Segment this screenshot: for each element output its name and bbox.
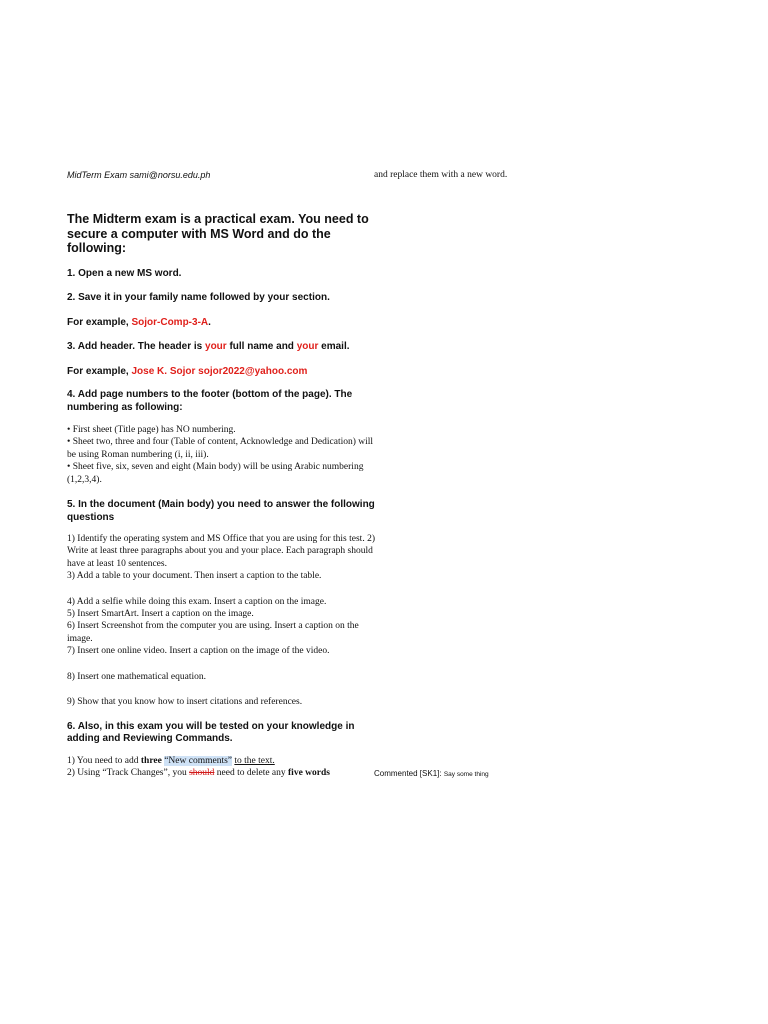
commented-text[interactable]: “New comments” [164, 755, 232, 766]
question-6: 6) Insert Screenshot from the computer you are using. Insert a caption on the image. [67, 621, 359, 644]
step-2-example: For example, Sojor-Comp-3-A. [67, 316, 211, 328]
step-4-bullet-2: • Sheet two, three and four (Table of content, Acknowledge and Dedication) will be using Roman numbering (i, ii, iii). [67, 437, 374, 460]
question-3: 3) Add a table to your document. Then insert a caption to the table. [67, 571, 322, 582]
document-body [67, 212, 379, 779]
document-title: The Midterm exam is a practical exam. You need to secure a computer with MS Word and do the following: [67, 212, 369, 255]
step-6-item-2: 2) Using “Track Changes”, you should need to delete any five words [67, 767, 330, 778]
step-2: 2. Save it in your family name followed by your section. [67, 292, 330, 303]
step-4-bullet-3: • Sheet five, six, seven and eight (Main body) will be using Arabic numbering (1,2,3,4). [67, 462, 364, 485]
comment-label: Commented [SK1]: [374, 769, 444, 778]
step-6: 6. Also, in this exam you will be tested on your knowledge in adding and Reviewing Commands. [67, 720, 355, 744]
continued-text: and replace them with a new word. [374, 170, 508, 180]
step-1: 1. Open a new MS word. [67, 267, 182, 279]
step-4-bullet-1: • First sheet (Title page) has NO numbering. [67, 425, 236, 435]
step-3-example: For example, Jose K. Sojor sojor2022@yahoo.com [67, 365, 308, 377]
step-4: 4. Add page numbers to the footer (bottom of the page). The numbering as following: [67, 389, 353, 413]
question-7: 7) Insert one online video. Insert a caption on the image of the video. [67, 646, 330, 657]
step-5: 5. In the document (Main body) you need to answer the following questions [67, 499, 375, 523]
question-5: 5) Insert SmartArt. Insert a caption on the image. [67, 609, 254, 620]
question-1-2: 1) Identify the operating system and MS Office that you are using for this test. 2) Write at least three paragraphs about you and your place. Each paragraph should have at least 10 sentences. [67, 534, 375, 569]
comment-text: Say some thing [443, 771, 489, 778]
step-6-item-1: 1) You need to add three “New comments” to the text. [67, 755, 275, 766]
tracked-deletion: should [189, 767, 215, 778]
example-filename: Sojor-Comp-3-A [131, 316, 209, 328]
question-4: 4) Add a selfie while doing this exam. Insert a caption on the image. [67, 596, 327, 607]
margin-comment[interactable] [374, 769, 489, 778]
question-9: 9) Show that you know how to insert citations and references. [67, 697, 303, 708]
page-header: MidTerm Exam sami@norsu.edu.ph [67, 170, 211, 180]
question-8: 8) Insert one mathematical equation. [67, 671, 207, 682]
step-3: 3. Add header. The header is your full name and your email. [67, 341, 350, 352]
example-header: Jose K. Sojor sojor2022@yahoo.com [131, 365, 308, 377]
